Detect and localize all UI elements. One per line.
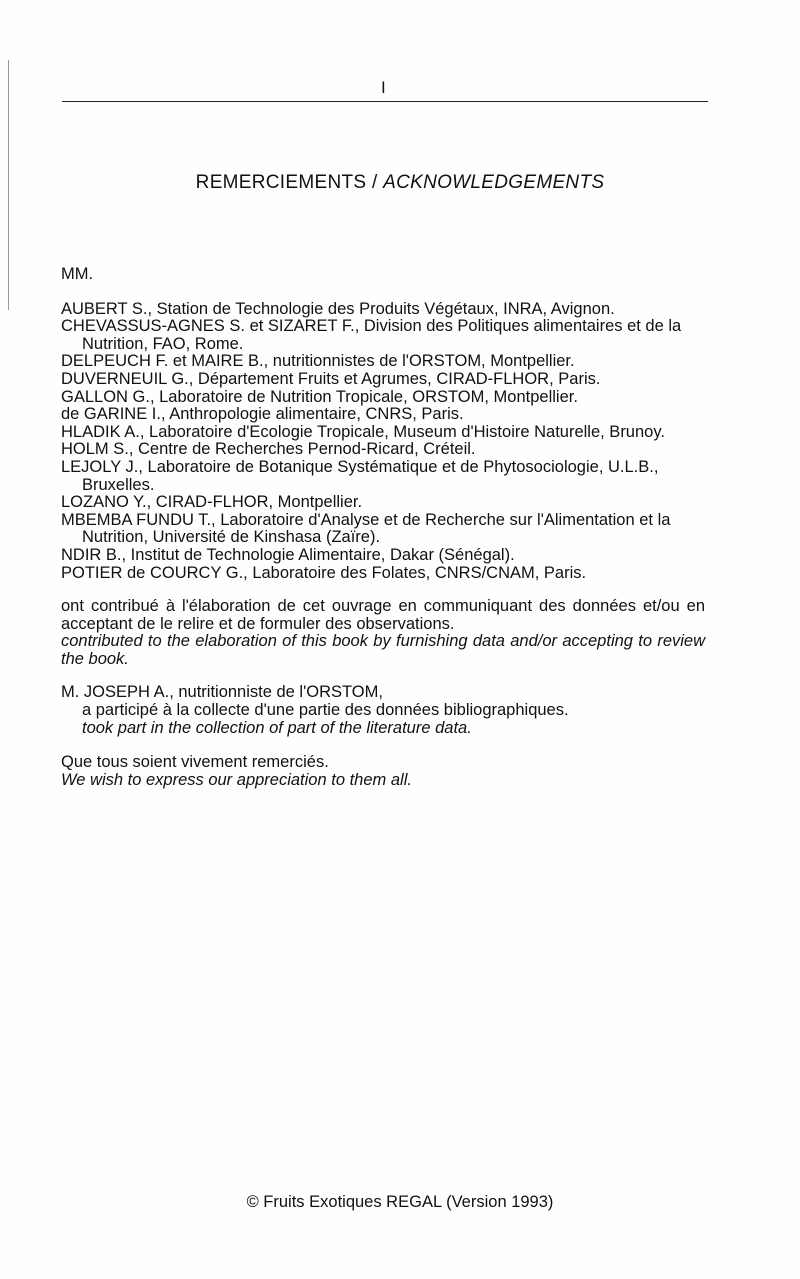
copyright-footer: © Fruits Exotiques REGAL (Version 1993) [246,1193,554,1211]
closing-french: Que tous soient vivement remerciés. [61,753,329,772]
contributor-entry: DELPEUCH F. et MAIRE B., nutritionnistes de l'ORSTOM, Montpellier. [61,352,575,371]
contributors-list [61,301,705,583]
contributor-entry: POTIER de COURCY G., Laboratoire des Folates, CNRS/CNAM, Paris. [61,563,587,582]
joseph-role-english: took part in the collection of part of the literature data. [82,718,472,737]
joseph-name: M. JOSEPH A., nutritionniste de l'ORSTOM, [61,683,383,702]
acknowledgements-body [61,266,705,789]
header-rule [62,101,708,102]
title-english: ACKNOWLEDGEMENTS [383,172,605,193]
salutation: MM. [61,265,94,283]
contributor-entry: MBEMBA FUNDU T., Laboratoire d'Analyse et de Recherche sur l'Alimentation et la Nutrition, Université de Kinshasa (Zaïre). [61,510,671,547]
closing-english: We wish to express our appreciation to them all. [61,770,412,789]
page-number: I [381,78,386,97]
page-title [0,172,800,194]
contributor-entry: GALLON G., Laboratoire de Nutrition Tropicale, ORSTOM, Montpellier. [61,387,578,406]
contributor-entry: CHEVASSUS-AGNES S. et SIZARET F., Division des Politiques alimentaires et de la Nutrition, FAO, Rome. [61,317,682,353]
contributor-entry: de GARINE I., Anthropologie alimentaire, CNRS, Paris. [61,405,464,424]
contribution-note-french: ont contribué à l'élaboration de cet ouvrage en communiquant des données et/ou en acceptant de le relire et de formuler des observations. [61,597,705,633]
contributor-entry: DUVERNEUIL G., Département Fruits et Agrumes, CIRAD-FLHOR, Paris. [61,369,601,388]
contributor-entry: AUBERT S., Station de Technologie des Produits Végétaux, INRA, Avignon. [61,299,615,318]
contributor-entry: LOZANO Y., CIRAD-FLHOR, Montpellier. [61,493,363,512]
contributor-entry: LEJOLY J., Laboratoire de Botanique Systématique et de Phytosociologie, U.L.B., Bruxelles. [61,457,659,494]
contributor-entry: NDIR B., Institut de Technologie Alimentaire, Dakar (Sénégal). [61,545,515,564]
title-french: REMERCIEMENTS / [195,172,384,193]
contributor-entry: HLADIK A., Laboratoire d'Ecologie Tropicale, Museum d'Histoire Naturelle, Brunoy. [61,422,665,441]
contributor-entry: HOLM S., Centre de Recherches Pernod-Ricard, Créteil. [61,440,476,459]
joseph-role-french: a participé à la collecte d'une partie des données bibliographiques. [82,701,569,720]
contribution-note-english: contributed to the elaboration of this book by furnishing data and/or accepting to review the book. [61,632,705,668]
